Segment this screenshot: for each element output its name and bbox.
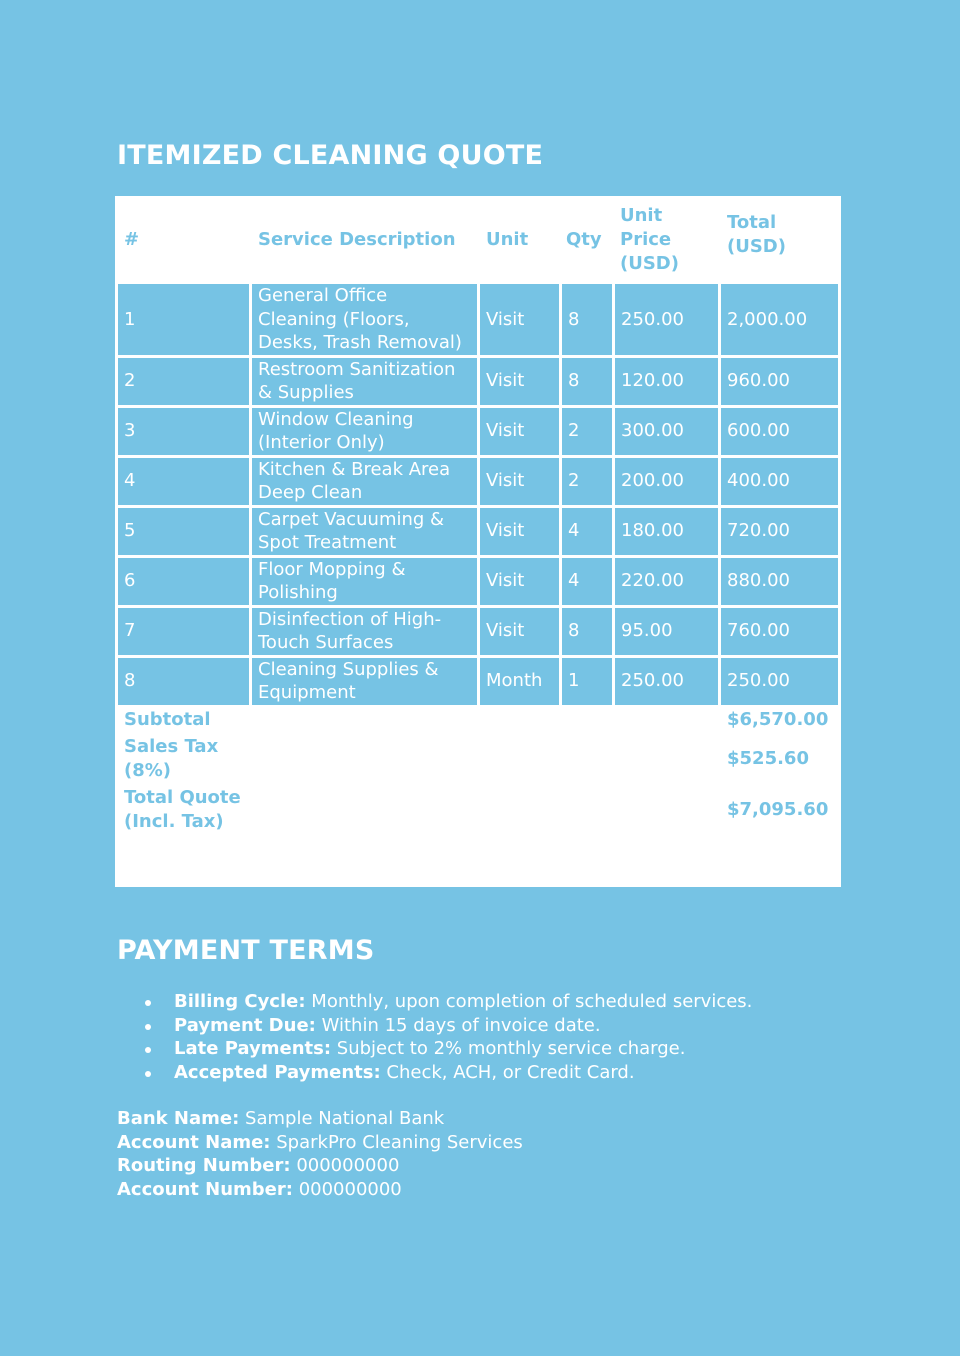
item-description: General Office Cleaning (Floors, Desks, Trash Removal): [252, 284, 477, 355]
item-qty: 2: [562, 458, 612, 505]
list-item: [145, 990, 752, 1014]
payment-terms-title: PAYMENT TERMS: [117, 935, 375, 966]
subtotal-label: Subtotal: [118, 708, 249, 732]
bullet-icon: [145, 1000, 151, 1006]
account-number-label: Account Number:: [117, 1179, 293, 1201]
routing-number-line: [117, 1154, 523, 1178]
item-total: 760.00: [721, 608, 838, 655]
table-row: [118, 608, 838, 655]
account-name-line: [117, 1131, 523, 1155]
item-qty: 4: [562, 558, 612, 605]
item-total: 2,000.00: [721, 284, 838, 355]
account-name-value: SparkPro Cleaning Services: [276, 1131, 523, 1153]
list-item: [145, 1061, 752, 1085]
col-header-qty: Qty: [562, 199, 612, 281]
bullet-icon: [145, 1071, 151, 1077]
item-total: 400.00: [721, 458, 838, 505]
term-text: Check, ACH, or Credit Card.: [386, 1062, 635, 1084]
item-description: Cleaning Supplies & Equipment: [252, 658, 477, 705]
item-number: 1: [118, 284, 249, 355]
table-row: [118, 408, 838, 455]
item-qty: 8: [562, 358, 612, 405]
item-description: Restroom Sanitization & Supplies: [252, 358, 477, 405]
col-header-number: #: [118, 199, 249, 281]
payment-terms-list: [145, 990, 752, 1085]
item-unit-price: 300.00: [615, 408, 718, 455]
item-unit: Month: [480, 658, 559, 705]
col-header-total: Total (USD): [721, 199, 838, 281]
item-unit: Visit: [480, 408, 559, 455]
item-total: 250.00: [721, 658, 838, 705]
item-description: Carpet Vacuuming & Spot Treatment: [252, 508, 477, 555]
item-total: 720.00: [721, 508, 838, 555]
item-description: Window Cleaning (Interior Only): [252, 408, 477, 455]
item-unit-price: 180.00: [615, 508, 718, 555]
item-qty: 2: [562, 408, 612, 455]
table-row: [118, 358, 838, 405]
term-text: Within 15 days of invoice date.: [321, 1014, 601, 1036]
item-description: Floor Mopping & Polishing: [252, 558, 477, 605]
item-qty: 4: [562, 508, 612, 555]
term-text: Subject to 2% monthly service charge.: [336, 1038, 686, 1060]
item-unit: Visit: [480, 508, 559, 555]
total-value: $7,095.60: [721, 786, 838, 834]
list-item: [145, 1014, 752, 1038]
col-header-unit-price: Unit Price (USD): [615, 199, 718, 281]
tax-value: $525.60: [721, 735, 838, 783]
item-description: Disinfection of High-Touch Surfaces: [252, 608, 477, 655]
bank-name-label: Bank Name:: [117, 1108, 240, 1129]
item-number: 7: [118, 608, 249, 655]
item-unit-price: 95.00: [615, 608, 718, 655]
table-row: [118, 458, 838, 505]
bank-name-value: Sample National Bank: [245, 1108, 445, 1129]
quote-title: ITEMIZED CLEANING QUOTE: [117, 140, 544, 171]
total-row: [118, 786, 838, 834]
subtotal-value: $6,570.00: [721, 708, 838, 732]
routing-number-value: 000000000: [296, 1155, 400, 1177]
item-qty: 1: [562, 658, 612, 705]
tax-label: Sales Tax (8%): [118, 735, 249, 783]
table-row: [118, 658, 838, 705]
bullet-icon: [145, 1047, 151, 1053]
item-total: 880.00: [721, 558, 838, 605]
col-header-description: Service Description: [252, 199, 477, 281]
term-label: Late Payments:: [174, 1038, 332, 1060]
term-label: Billing Cycle:: [174, 991, 306, 1012]
quote-table: [115, 196, 841, 837]
term-text: Monthly, upon completion of scheduled services.: [311, 991, 753, 1012]
item-number: 4: [118, 458, 249, 505]
item-qty: 8: [562, 284, 612, 355]
account-name-label: Account Name:: [117, 1131, 271, 1153]
term-label: Accepted Payments:: [174, 1062, 381, 1084]
table-header-row: [118, 199, 838, 281]
item-unit-price: 120.00: [615, 358, 718, 405]
item-number: 3: [118, 408, 249, 455]
table-row: [118, 508, 838, 555]
item-unit: Visit: [480, 608, 559, 655]
term-label: Payment Due:: [174, 1014, 316, 1036]
total-label: Total Quote (Incl. Tax): [118, 786, 249, 834]
item-number: 2: [118, 358, 249, 405]
item-unit-price: 200.00: [615, 458, 718, 505]
item-unit-price: 250.00: [615, 284, 718, 355]
tax-row: [118, 735, 838, 783]
table-row: [118, 558, 838, 605]
item-unit-price: 220.00: [615, 558, 718, 605]
item-unit: Visit: [480, 284, 559, 355]
bank-name-line: [117, 1107, 523, 1131]
list-item: [145, 1037, 752, 1061]
account-number-line: [117, 1178, 523, 1202]
item-description: Kitchen & Break Area Deep Clean: [252, 458, 477, 505]
subtotal-row: [118, 708, 838, 732]
routing-number-label: Routing Number:: [117, 1155, 291, 1177]
item-total: 600.00: [721, 408, 838, 455]
account-number-value: 000000000: [298, 1179, 402, 1201]
bank-details: [117, 1107, 523, 1202]
quote-table-container: [115, 196, 841, 887]
item-number: 5: [118, 508, 249, 555]
item-unit: Visit: [480, 358, 559, 405]
bullet-icon: [145, 1024, 151, 1030]
table-row: [118, 284, 838, 355]
item-qty: 8: [562, 608, 612, 655]
item-unit: Visit: [480, 458, 559, 505]
item-number: 6: [118, 558, 249, 605]
item-number: 8: [118, 658, 249, 705]
col-header-unit: Unit: [480, 199, 559, 281]
item-unit-price: 250.00: [615, 658, 718, 705]
item-total: 960.00: [721, 358, 838, 405]
item-unit: Visit: [480, 558, 559, 605]
